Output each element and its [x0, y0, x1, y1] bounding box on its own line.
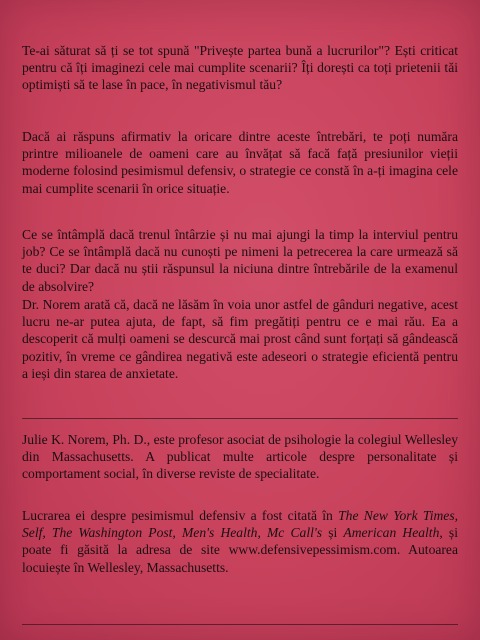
- paragraph-text: Te-ai săturat să ți se tot spună "Privește partea bună a lucrurilor"? Ești criticat pentru că îți imaginezi cele mai cumplite scenarii? Îți dorești ca toți prietenii tăi optimiști să te lase în pace, în negativismul tău?: [22, 43, 458, 93]
- publication-list: The New York Times, Self, The Washington Post, Men's Health, Mc Call's: [22, 508, 459, 541]
- section-divider: [22, 418, 458, 419]
- paragraph-text: [22, 507, 458, 576]
- scenario-questions-paragraph: [22, 226, 458, 295]
- paragraph-text: Dr. Norem arată că, dacă ne lăsăm în voia unor astfel de gânduri negative, acest lucru ne-ar putea ajuta, de fapt, să fim pregătiți pentru ce e mai rău. Ea a descoperit că mulți oameni se descurcă mai prost când sunt forțați să gândească pozitiv, în vreme ce gândirea negativă este adeseori o strategie eficientă pentru a ieși din starea de anxietate.: [22, 297, 458, 381]
- publication-last: American Health: [343, 525, 440, 541]
- citations-text-before: Lucrarea ei despre pesimismul defensiv a fost citată în: [22, 508, 339, 523]
- paragraph-text: Julie K. Norem, Ph. D., este profesor asociat de psihologie la colegiul Wellesley din Massachusetts. A publicat multe articole despre personalitate și comportament social, în diverse reviste de specialitate.: [22, 432, 458, 482]
- intro-questions-paragraph: [22, 42, 458, 94]
- bottom-divider: [22, 624, 458, 625]
- citations-text-after: , și poate fi găsită la adresa de site www.defensivepessimism.com. Autoarea locuiește în Wellesley, Massachusetts.: [22, 525, 458, 575]
- norem-findings-paragraph: [22, 296, 458, 382]
- defensive-pessimism-paragraph: [22, 128, 458, 197]
- paragraph-text: Dacă ai răspuns afirmativ la oricare dintre aceste întrebări, te poți număra printre milioanele de oameni care au învățat să facă față presiunilor vieții moderne folosind pesimismul defensiv, o strategie ce constă în a-ți imagina cele mai cumplite scenarii în orice situație.: [22, 129, 458, 196]
- citations-paragraph: [22, 507, 458, 576]
- paragraph-text: Ce se întâmplă dacă trenul întârzie și nu mai ajungi la timp la interviul pentru job? Ce se întâmplă dacă nu cunoști pe nimeni la petrecerea la care urmează să te duci? Dar dacă nu știi răspunsul la niciuna dintre întrebările de la examenul de absolvire?: [22, 227, 458, 294]
- citations-connector: și: [322, 525, 344, 541]
- author-bio-paragraph: [22, 431, 458, 483]
